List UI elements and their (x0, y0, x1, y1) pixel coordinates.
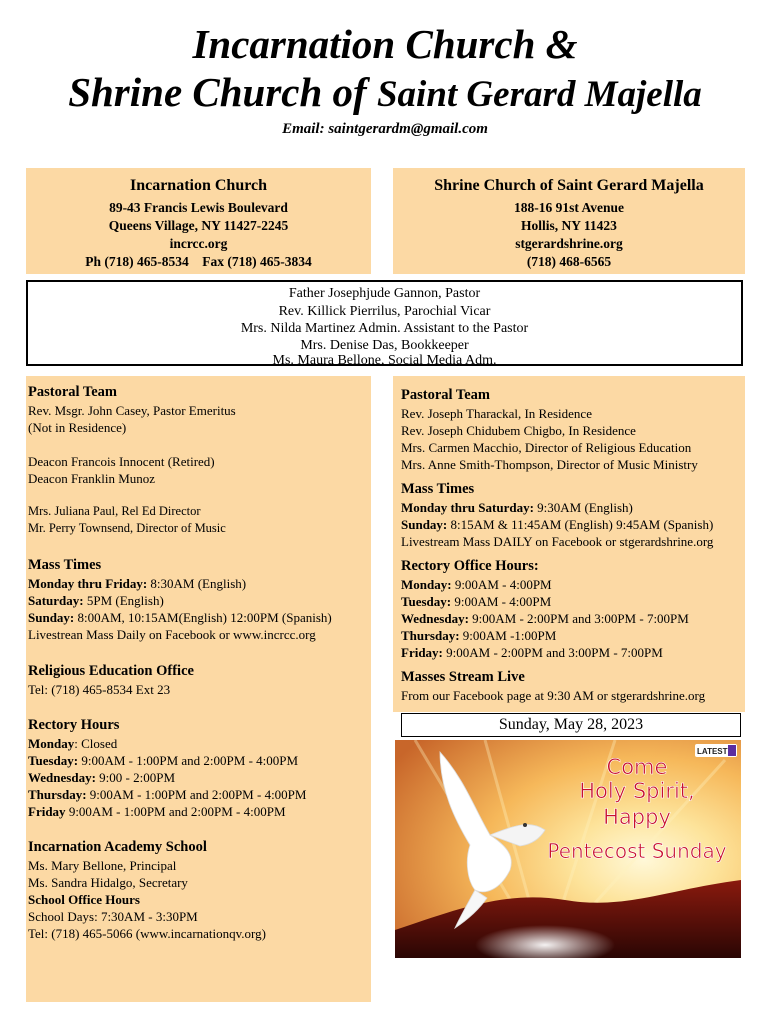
left-school-line: Ms. Mary Bellone, Principal (28, 858, 177, 873)
left-pastoral-line: Rev. Msgr. John Casey, Pastor Emeritus (28, 403, 236, 418)
title-line-2a: Shrine Church of (68, 69, 367, 115)
right-mass-section (401, 480, 753, 550)
right-mass-value: 8:15AM & 11:45AM (English) 9:45AM (Spanish) (447, 517, 714, 532)
left-school-line: School Days: 7:30AM - 3:30PM (28, 909, 198, 924)
left-religious-ed-section (28, 662, 373, 698)
left-rectory-value: 9:00 - 2:00PM (95, 770, 175, 785)
shrine-address-1: 188-16 91st Avenue (514, 200, 624, 215)
right-pastoral-line: Mrs. Anne Smith-Thompson, Director of Music Ministry (401, 457, 698, 472)
right-pastoral-line: Mrs. Carmen Macchio, Director of Religious Education (401, 440, 692, 455)
staff-line: Father Josephjude Gannon, Pastor (288, 286, 481, 301)
right-rectory-section (401, 557, 753, 661)
staff-line: Rev. Killick Pierrilus, Parochial Vicar (278, 303, 491, 319)
left-deacon-line: Deacon Franklin Munoz (28, 471, 156, 486)
right-stream-heading: Masses Stream Live (401, 669, 525, 685)
right-mass-heading: Mass Times (401, 481, 475, 497)
left-mass-line (28, 575, 373, 592)
left-rectory-label: Friday (28, 804, 66, 819)
left-school-office-heading: School Office Hours (28, 892, 140, 907)
left-school-heading: Incarnation Academy School (28, 839, 207, 855)
left-rectory-line (28, 752, 373, 769)
left-rectory-line (28, 735, 373, 752)
incarnation-address-2: Queens Village, NY 11427-2245 (108, 218, 289, 233)
right-rectory-line (401, 610, 753, 627)
incarnation-address-1: 89-43 Francis Lewis Boulevard (109, 200, 288, 215)
right-rectory-label: Wednesday: (401, 611, 469, 626)
right-rectory-line (401, 644, 753, 661)
incarnation-phone: Ph (718) 465-8534 (85, 254, 189, 269)
email-address[interactable]: Email: saintgerardm@gmail.com (282, 121, 488, 137)
left-rectory-value: : Closed (74, 736, 118, 751)
shrine-name: Shrine Church of Saint Gerard Majella (434, 177, 704, 194)
left-staff-line: Mrs. Juliana Paul, Rel Ed Director (28, 504, 201, 518)
incarnation-website[interactable]: incrcc.org (169, 236, 228, 251)
right-pastoral-section (401, 386, 753, 473)
left-school-line: Tel: (718) 465-5066 (www.incarnationqv.org) (28, 926, 266, 941)
right-mass-line: Livestream Mass DAILY on Facebook or stgerardshrine.org (401, 534, 714, 549)
left-mass-value: 5PM (English) (83, 593, 164, 608)
incarnation-phone-fax (26, 253, 371, 271)
poster-line-1: Come (606, 755, 668, 779)
right-mass-value: 9:30AM (English) (533, 500, 633, 515)
left-rectory-section (28, 716, 373, 820)
shrine-phone: (718) 468-6565 (526, 254, 612, 269)
title-line-2b: Saint Gerard Majella (376, 74, 702, 115)
incarnation-name: Incarnation Church (129, 177, 268, 194)
left-pastoral-section (28, 383, 373, 436)
right-rectory-line (401, 627, 753, 644)
left-rectory-line (28, 803, 373, 820)
left-staff-line: Mr. Perry Townsend, Director of Music (28, 521, 226, 535)
right-rectory-label: Friday: (401, 645, 443, 660)
right-rectory-label: Tuesday: (401, 594, 452, 609)
poster-line-3: Happy (603, 805, 671, 829)
left-mass-line: Livestrean Mass Daily on Facebook or www.incrcc.org (28, 627, 316, 642)
right-rectory-value: 9:00AM - 4:00PM (451, 577, 552, 592)
right-stream-section (401, 668, 753, 704)
staff-line: Mrs. Nilda Martinez Admin. Assistant to the Pastor (240, 321, 529, 336)
right-rectory-value: 9:00AM - 2:00PM and 3:00PM - 7:00PM (442, 645, 663, 660)
right-mass-label: Sunday: (401, 517, 448, 532)
right-mass-line (401, 516, 753, 533)
left-mass-section (28, 556, 373, 643)
left-rectory-line (28, 769, 373, 786)
right-rectory-value: 9:00AM - 2:00PM and 3:00PM - 7:00PM (468, 611, 689, 626)
staff-line: Mrs. Denise Das, Bookkeeper (300, 337, 469, 353)
left-mass-line (28, 609, 373, 626)
left-pastoral-line: (Not in Residence) (28, 420, 127, 435)
left-mass-label: Sunday: (28, 610, 75, 625)
title-line-1: Incarnation Church & (192, 21, 578, 67)
right-rectory-heading: Rectory Office Hours: (401, 558, 539, 574)
left-deacon-line: Deacon Francois Innocent (Retired) (28, 454, 215, 469)
pentecost-poster (395, 740, 741, 958)
left-rectory-value: 9:00AM - 1:00PM and 2:00PM - 4:00PM (65, 804, 286, 819)
shrine-website[interactable]: stgerardshrine.org (515, 236, 623, 251)
left-mass-line (28, 592, 373, 609)
incarnation-contact-block (26, 168, 371, 274)
right-rectory-value: 9:00AM -1:00PM (459, 628, 557, 643)
left-mass-value: 8:30AM (English) (147, 576, 247, 591)
right-mass-label: Monday thru Saturday: (401, 500, 534, 515)
right-rectory-value: 9:00AM - 4:00PM (451, 594, 552, 609)
left-mass-value: 8:00AM, 10:15AM(English) 12:00PM (Spanish) (74, 610, 332, 625)
title-line-2 (0, 70, 770, 117)
left-staff-section (28, 503, 373, 537)
poster-line-2: Holy Spirit, (579, 779, 695, 803)
staff-line: Ms. Maura Bellone, Social Media Adm. (272, 352, 497, 368)
staff-box (26, 280, 743, 366)
poster-line-4: Pentecost Sunday (547, 839, 727, 863)
left-rectory-line (28, 786, 373, 803)
left-rectory-value: 9:00AM - 1:00PM and 2:00PM - 4:00PM (78, 753, 299, 768)
incarnation-fax: Fax (718) 465-3834 (202, 254, 312, 269)
left-religious-ed-tel: Tel: (718) 465-8534 Ext 23 (28, 682, 171, 697)
right-mass-line (401, 499, 753, 516)
left-mass-heading: Mass Times (28, 557, 102, 573)
shrine-address-2: Hollis, NY 11423 (521, 218, 617, 233)
left-mass-label: Saturday: (28, 593, 84, 608)
left-rectory-value: 9:00AM - 1:00PM and 2:00PM - 4:00PM (86, 787, 307, 802)
bulletin-date: Sunday, May 28, 2023 (401, 713, 741, 737)
left-school-line: Ms. Sandra Hidalgo, Secretary (28, 875, 188, 890)
right-rectory-label: Monday: (401, 577, 452, 592)
right-pastoral-line: Rev. Joseph Tharackal, In Residence (401, 406, 592, 421)
left-rectory-heading: Rectory Hours (28, 717, 120, 733)
shrine-column (393, 376, 745, 712)
left-rectory-label: Thursday: (28, 787, 87, 802)
right-pastoral-line: Rev. Joseph Chidubem Chigbo, In Residence (401, 423, 636, 438)
right-rectory-label: Thursday: (401, 628, 460, 643)
left-school-section (28, 838, 373, 942)
right-pastoral-heading: Pastoral Team (401, 387, 491, 403)
left-rectory-label: Tuesday: (28, 753, 79, 768)
left-mass-label: Monday thru Friday: (28, 576, 148, 591)
left-rectory-label: Wednesday: (28, 770, 96, 785)
left-religious-ed-heading: Religious Education Office (28, 663, 194, 679)
left-pastoral-heading: Pastoral Team (28, 384, 118, 400)
left-rectory-label: Monday (28, 736, 75, 751)
right-rectory-line (401, 593, 753, 610)
right-rectory-line (401, 576, 753, 593)
shrine-contact-block (393, 168, 745, 274)
incarnation-column (26, 376, 371, 1002)
right-stream-text: From our Facebook page at 9:30 AM or stgerardshrine.org (401, 688, 706, 703)
left-deacons-section (28, 453, 373, 487)
latest-badge-text: LATEST (697, 747, 728, 756)
